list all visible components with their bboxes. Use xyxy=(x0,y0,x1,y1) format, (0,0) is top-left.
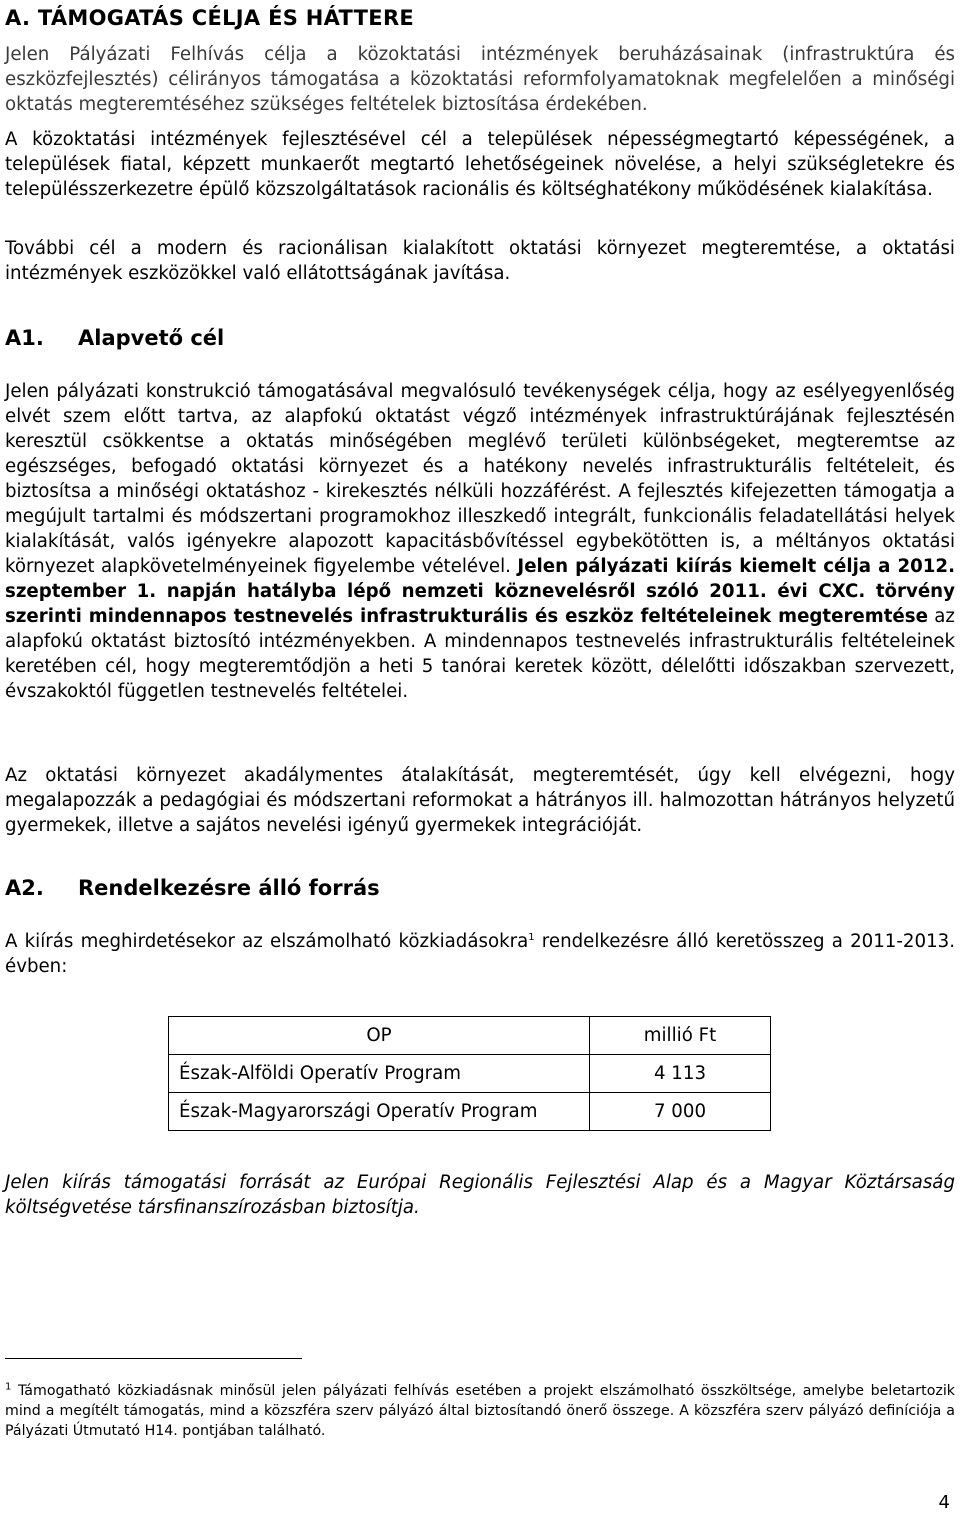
table-header-value: millió Ft xyxy=(590,1017,771,1055)
table-header-row xyxy=(169,1017,771,1055)
section-title: A. TÁMOGATÁS CÉLJA ÉS HÁTTERE xyxy=(5,6,415,30)
a1-text-part1: Jelen pályázati konstrukció támogatásával megvalósuló tevékenységek célja, hogy az esélyegyenlőség elvét szem előtt tartva, az alapfokú oktatást végző intézmények infrastruktúrájának fejlesztésén keresztül csökkentse a oktatás minőségében meglévő területi különbségeket, megteremtse az egészséges, befogadó oktatási környezet és a hatékony nevelés infrastrukturális feltételeit, és biztosítsa a minőségi oktatáshoz - kirekesztés nélküli hozzáférést. A fejlesztés kifejezetten támogatja a megújult tartalmi és módszertani programokhoz illeszkedő integrált, funkcionális feladatellátási helyek kialakítását, valós igényekre alapozott kapacitásbővítéssel egybekötötten is, a méltányos oktatási környezet alapkövetelményeinek figyelembe vételével. xyxy=(5,381,955,577)
a1-text-part2: az alapfokú oktatást biztosító intézményekben. A mindennapos testnevelés infrastrukturális feltételeinek keretében cél, hogy megteremtődjön a heti 5 tanórai keretek között, délelőtti időszakban szervezett, évszakoktól független testnevelés feltételei. xyxy=(5,606,955,702)
a1-title: Alapvető cél xyxy=(78,326,225,350)
a1-bold-text: Jelen pályázati kiírás kiemelt célja a 2012. szeptember 1. napján hatályba lépő nemzeti köznevelésről szóló 2011. évi CXC. törvény szerinti mindennapos testnevelés infrastrukturális és eszköz feltételeinek megteremtése xyxy=(5,556,955,627)
goal-paragraph: A közoktatási intézmények fejlesztésével cél a települések népességmegtartó képességének, a települések fiatal, képzett munkaerőt megtartó lehetőségeinek növelése, a helyi szükségletekre és településszerkezetre épülő közszolgáltatások racionális és költséghatékony működésének kialakítása. xyxy=(5,129,955,200)
table-cell-op: Észak-Magyarországi Operatív Program xyxy=(169,1093,590,1131)
footnote-number: 1 xyxy=(5,1381,12,1393)
table-row xyxy=(169,1093,771,1131)
a2-heading xyxy=(5,876,380,900)
further-goal-paragraph: További cél a modern és racionálisan kialakított oktatási környezet megteremtése, a oktatási intézmények eszközökkel való ellátottságának javítása. xyxy=(5,238,955,284)
a1-heading xyxy=(5,326,224,350)
footnote-separator xyxy=(5,1358,302,1359)
a1-paragraph-1 xyxy=(5,379,955,704)
a2-text-after: rendelkezésre álló keretösszeg a 2011-2013. évben: xyxy=(5,931,955,977)
table-row xyxy=(169,1055,771,1093)
page-number: 4 xyxy=(938,1492,950,1513)
intro-paragraph: Jelen Pályázati Felhívás célja a közoktatási intézmények beruházásainak (infrastruktúra és eszközfejlesztés) célirányos támogatása a közoktatási reformfolyamatoknak megfelelően a minőségi oktatás megteremtéséhez szükséges feltételek biztosítása érdekében. xyxy=(5,44,955,115)
a2-text-before: A kiírás meghirdetésekor az elszámolható közkiadásokra xyxy=(5,931,529,952)
a2-paragraph xyxy=(5,929,955,979)
table-cell-value: 4 113 xyxy=(590,1055,771,1093)
table-header-op: OP xyxy=(169,1017,590,1055)
a1-number: A1. xyxy=(5,326,44,350)
a2-title: Rendelkezésre álló forrás xyxy=(78,876,380,900)
footnote-text: Támogatható közkiadásnak minősül jelen pályázati felhívás esetében a projekt elszámolható összköltsége, amelybe beletartozik mind a megítélt támogatás, mind a közszféra szerv pályázó által biztosítandó önerő összege. A közszféra szerv pályázó definíciója a Pályázati Útmutató H14. pontjában található. xyxy=(5,1383,955,1439)
a2-number: A2. xyxy=(5,876,44,900)
funding-note: Jelen kiírás támogatási forrását az Európai Regionális Fejlesztési Alap és a Magyar Köztársaság költségvetése társfinanszírozásban biztosítja. xyxy=(5,1172,955,1218)
table-cell-op: Észak-Alföldi Operatív Program xyxy=(169,1055,590,1093)
footnote-reference[interactable]: 1 xyxy=(528,931,535,943)
footnote xyxy=(5,1381,955,1441)
funding-table xyxy=(168,1016,771,1131)
table-cell-value: 7 000 xyxy=(590,1093,771,1131)
a1-paragraph-2: Az oktatási környezet akadálymentes átalakítását, megteremtését, úgy kell elvégezni, hogy megalapozzák a pedagógiai és módszertani reformokat a hátrányos ill. halmozottan hátrányos helyzetű gyermekek, illetve a sajátos nevelési igényű gyermekek integrációját. xyxy=(5,765,955,836)
